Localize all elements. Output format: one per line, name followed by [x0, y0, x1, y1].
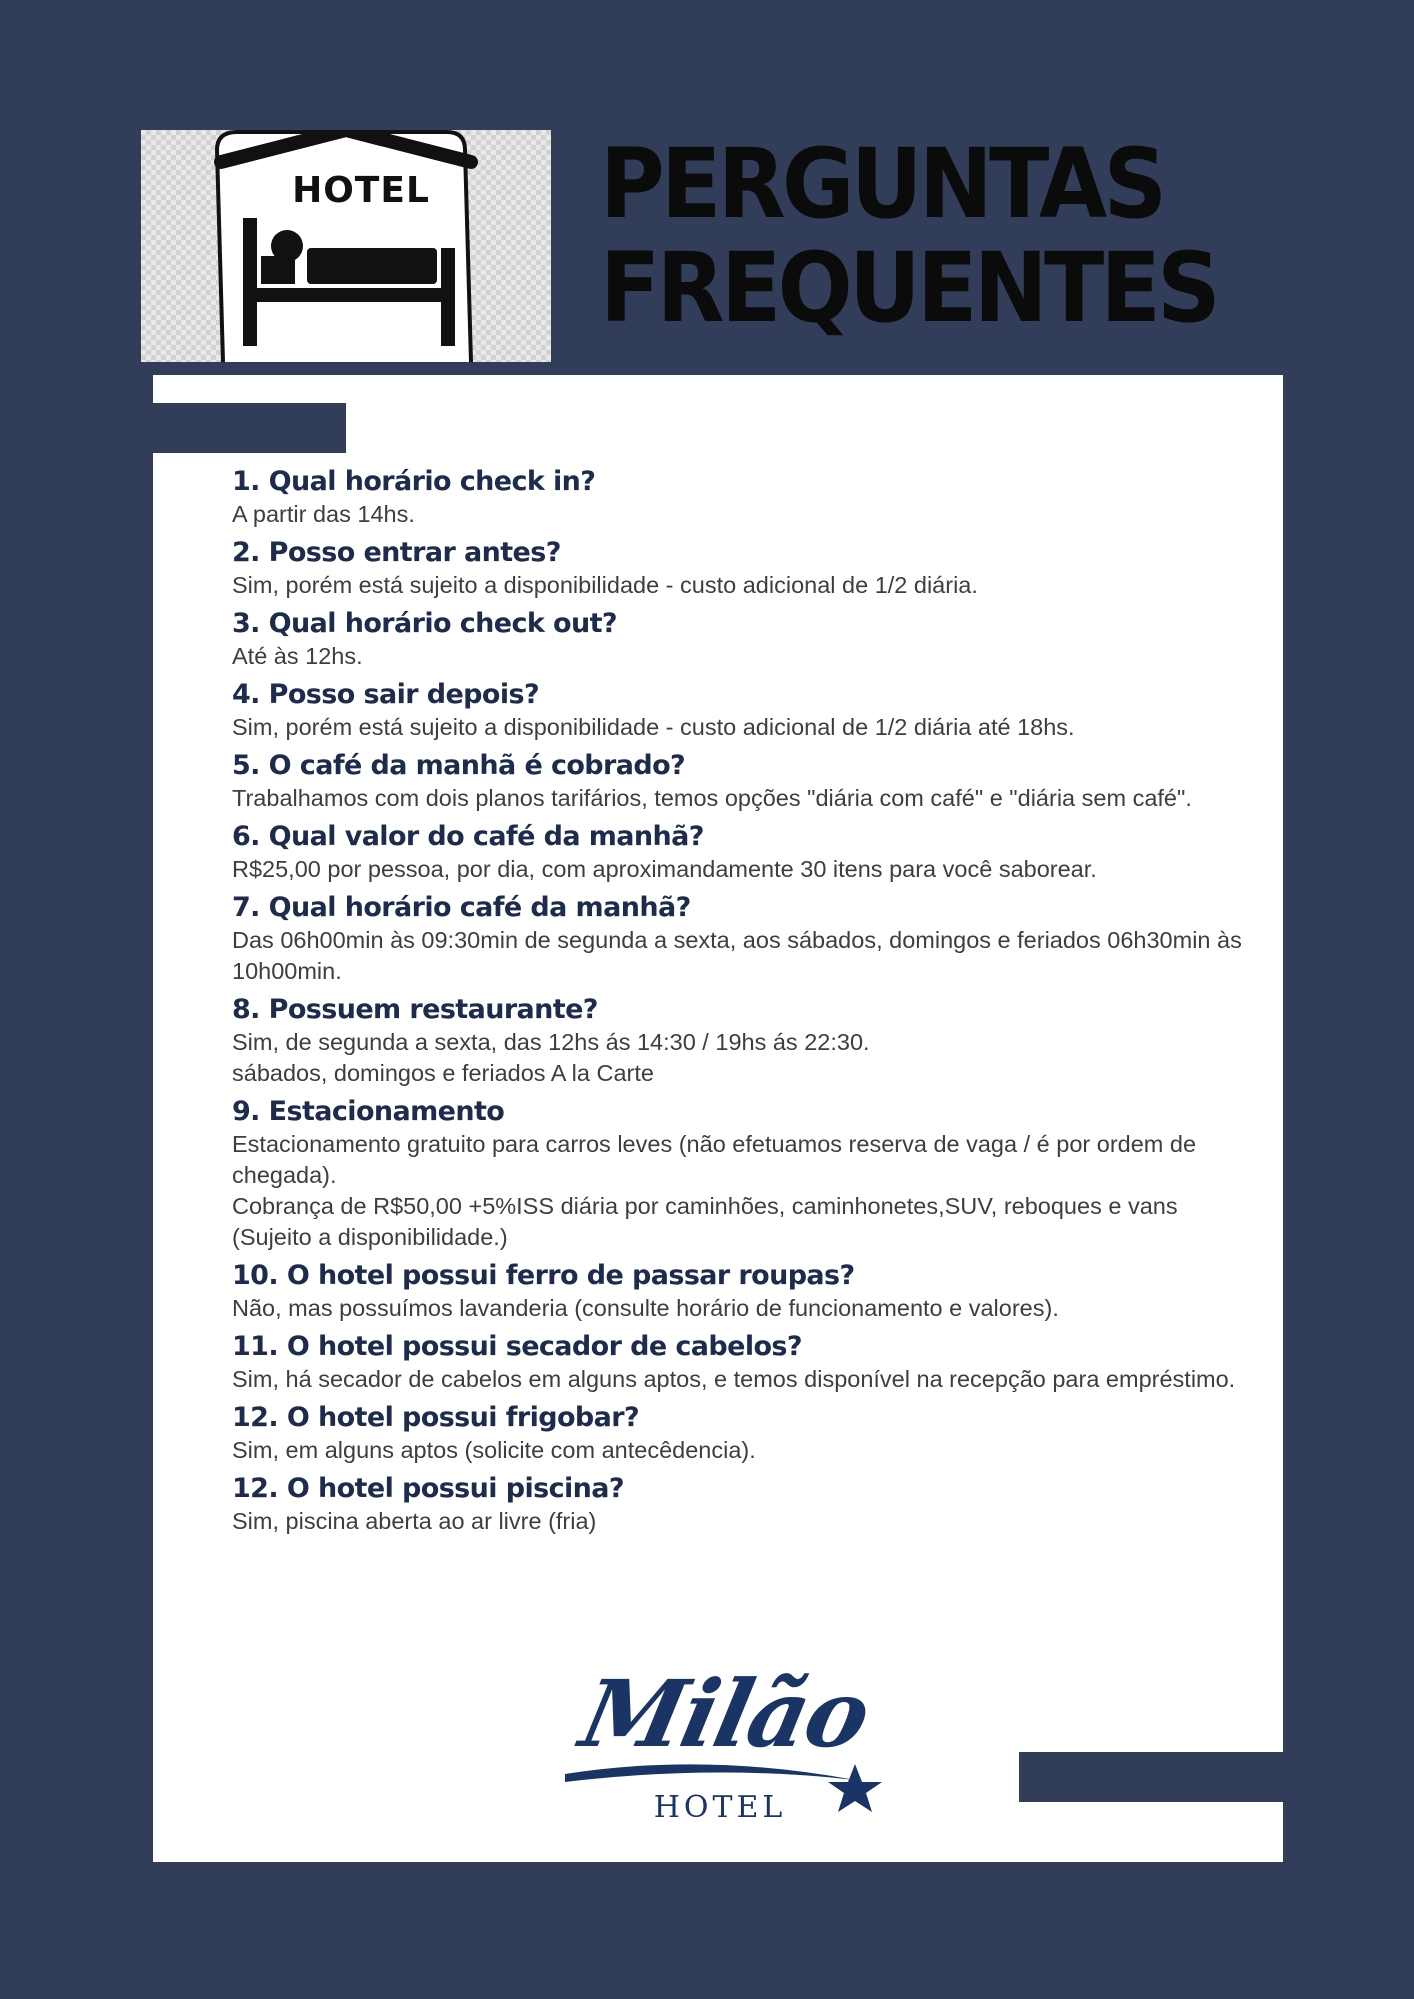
faq-answer: R$25,00 por pessoa, por dia, com aproximandamente 30 itens para você saborear.: [232, 856, 1097, 882]
faq-question: 10. O hotel possui ferro de passar roupas?: [232, 1260, 855, 1291]
hotel-bed-icon: [141, 130, 551, 362]
faq-answer: Das 06h00min às 09:30min de segunda a sexta, aos sábados, domingos e feriados 06h30min às 10h00min.: [232, 927, 1242, 984]
faq-item: [232, 677, 1262, 743]
faq-answer: A partir das 14hs.: [232, 501, 415, 527]
faq-item: [232, 1329, 1262, 1395]
sign-label: HOTEL: [292, 170, 430, 211]
faq-question: 1. Qual horário check in?: [232, 466, 596, 497]
faq-item: [232, 1471, 1262, 1537]
faq-answer: Sim, piscina aberta ao ar livre (fria): [232, 1508, 597, 1534]
faq-answer: Até às 12hs.: [232, 643, 363, 669]
faq-item: [232, 890, 1262, 987]
faq-question: 2. Posso entrar antes?: [232, 537, 561, 568]
hotel-logo: [555, 1660, 895, 1850]
faq-item: [232, 1094, 1262, 1253]
decorative-tab-bottom: [1019, 1752, 1283, 1802]
page-title: [600, 128, 1218, 344]
faq-answer: Sim, há secador de cabelos em alguns aptos, e temos disponível na recepção para empréstimo.: [232, 1366, 1236, 1392]
faq-answer: Não, mas possuímos lavanderia (consulte horário de funcionamento e valores).: [232, 1295, 1059, 1321]
faq-question: 7. Qual horário café da manhã?: [232, 892, 691, 923]
faq-question: 5. O café da manhã é cobrado?: [232, 750, 686, 781]
faq-item: [232, 819, 1262, 885]
hotel-sign-image: [141, 130, 551, 362]
faq-question: 11. O hotel possui secador de cabelos?: [232, 1331, 802, 1362]
faq-question: 4. Posso sair depois?: [232, 679, 540, 710]
faq-answer: Sim, porém está sujeito a disponibilidade - custo adicional de 1/2 diária até 18hs.: [232, 714, 1075, 740]
faq-item: [232, 1400, 1262, 1466]
faq-item: [232, 748, 1262, 814]
faq-item: [232, 464, 1262, 530]
faq-answer: Estacionamento gratuito para carros leves (não efetuamos reserva de vaga / é por ordem de chegada). Cobrança de R$50,00 +5%ISS diária por caminhões, caminhonetes,SUV, reboques e vans (Sujeito a disponibilidade.): [232, 1131, 1197, 1250]
faq-item: [232, 992, 1262, 1089]
faq-item: [232, 535, 1262, 601]
faq-question: 3. Qual horário check out?: [232, 608, 617, 639]
decorative-tab-top: [153, 403, 346, 453]
faq-answer: Sim, em alguns aptos (solicite com antecêdencia).: [232, 1437, 756, 1463]
title-line-2: FREQUENTES: [600, 232, 1218, 344]
faq-question: 12. O hotel possui piscina?: [232, 1473, 624, 1504]
faq-item: [232, 606, 1262, 672]
faq-answer: Sim, porém está sujeito a disponibilidade - custo adicional de 1/2 diária.: [232, 572, 978, 598]
faq-item: [232, 1258, 1262, 1324]
faq-question: 12. O hotel possui frigobar?: [232, 1402, 640, 1433]
faq-list: [232, 464, 1262, 1542]
faq-question: 9. Estacionamento: [232, 1096, 505, 1127]
faq-answer: Sim, de segunda a sexta, das 12hs ás 14:30 / 19hs ás 22:30. sábados, domingos e feriados A la Carte: [232, 1029, 870, 1086]
logo-script-text: Milão: [572, 1660, 878, 1768]
logo-hotel-text: HOTEL: [653, 1790, 787, 1825]
faq-question: 8. Possuem restaurante?: [232, 994, 598, 1025]
faq-question: 6. Qual valor do café da manhã?: [232, 821, 704, 852]
title-line-1: PERGUNTAS: [600, 128, 1164, 240]
faq-answer: Trabalhamos com dois planos tarifários, temos opções "diária com café" e "diária sem café".: [232, 785, 1192, 811]
